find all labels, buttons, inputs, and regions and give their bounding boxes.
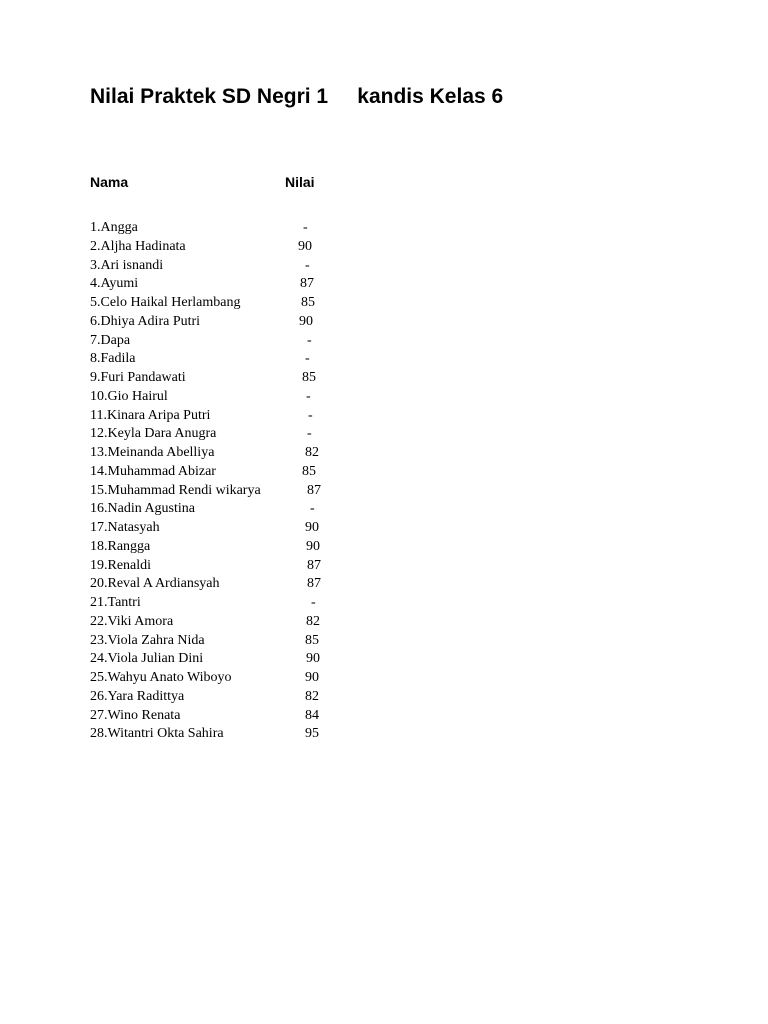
list-item xyxy=(90,725,350,744)
student-score: 90 xyxy=(299,313,313,329)
student-score: 87 xyxy=(300,276,314,292)
student-score: 85 xyxy=(301,295,315,310)
student-score: 90 xyxy=(306,651,320,667)
student-name: 6.Dhiya Adira Putri xyxy=(90,313,201,329)
list-item xyxy=(90,482,350,501)
list-item xyxy=(90,388,350,407)
list-item xyxy=(90,332,350,351)
student-score: - xyxy=(303,220,308,235)
page-title: Nilai Praktek SD Negri 1 kandis Kelas 6 xyxy=(90,85,504,108)
student-score: - xyxy=(305,257,310,273)
list-item xyxy=(90,650,350,669)
student-score: - xyxy=(306,388,311,404)
list-item xyxy=(90,238,350,257)
student-score: 82 xyxy=(305,688,319,704)
student-score: 82 xyxy=(306,613,320,629)
student-name: 1.Angga xyxy=(90,220,138,235)
student-name: 16.Nadin Agustina xyxy=(90,501,195,517)
list-item xyxy=(90,275,350,294)
list-item xyxy=(90,594,350,613)
student-score: 84 xyxy=(305,707,319,723)
student-score: 90 xyxy=(298,238,312,254)
student-score: - xyxy=(311,595,316,610)
student-name: 4.Ayumi xyxy=(90,276,139,292)
list-item xyxy=(90,500,350,519)
list-item xyxy=(90,425,350,444)
student-score: 95 xyxy=(305,726,319,742)
student-name: 22.Viki Amora xyxy=(90,613,174,629)
student-score: 87 xyxy=(307,557,321,573)
list-item xyxy=(90,313,350,332)
student-name: 17.Natasyah xyxy=(90,520,160,535)
student-score: - xyxy=(307,426,312,442)
list-item xyxy=(90,407,350,426)
student-name: 10.Gio Hairul xyxy=(90,388,168,404)
student-score: 90 xyxy=(305,520,319,535)
student-score: 87 xyxy=(307,482,321,498)
student-score: 87 xyxy=(307,576,321,592)
student-name: 5.Celo Haikal Herlambang xyxy=(90,295,241,310)
student-score-list xyxy=(90,219,350,744)
list-item xyxy=(90,257,350,276)
list-item xyxy=(90,463,350,482)
student-score: 85 xyxy=(302,370,316,385)
list-item xyxy=(90,294,350,313)
student-name: 14.Muhammad Abizar xyxy=(90,463,216,479)
column-header-name: Nama xyxy=(90,174,129,190)
student-name: 8.Fadila xyxy=(90,351,136,367)
student-name: 3.Ari isnandi xyxy=(90,257,164,273)
list-item xyxy=(90,519,350,538)
student-name: 21.Tantri xyxy=(90,595,141,610)
list-item xyxy=(90,557,350,576)
student-name: 24.Viola Julian Dini xyxy=(90,651,204,667)
student-name: 13.Meinanda Abelliya xyxy=(90,445,215,460)
student-score: 90 xyxy=(306,538,320,554)
list-item xyxy=(90,688,350,707)
student-name: 19.Renaldi xyxy=(90,557,152,573)
list-item xyxy=(90,707,350,726)
student-name: 11.Kinara Aripa Putri xyxy=(90,407,211,423)
student-name: 15.Muhammad Rendi wikarya xyxy=(90,482,261,498)
student-name: 26.Yara Radittya xyxy=(90,688,185,704)
student-name: 20.Reval A Ardiansyah xyxy=(90,576,220,592)
list-item xyxy=(90,632,350,651)
student-name: 2.Aljha Hadinata xyxy=(90,238,186,254)
student-name: 18.Rangga xyxy=(90,538,151,554)
student-score: - xyxy=(308,407,313,423)
student-name: 7.Dapa xyxy=(90,332,131,348)
list-item xyxy=(90,538,350,557)
student-name: 28.Witantri Okta Sahira xyxy=(90,726,224,742)
list-item xyxy=(90,369,350,388)
student-score: - xyxy=(307,332,312,348)
list-item xyxy=(90,575,350,594)
student-name: 23.Viola Zahra Nida xyxy=(90,632,205,648)
student-score: 85 xyxy=(302,463,316,479)
list-item xyxy=(90,350,350,369)
column-header-score: Nilai xyxy=(285,174,315,190)
student-name: 9.Furi Pandawati xyxy=(90,370,186,385)
student-score: 85 xyxy=(305,632,319,648)
student-name: 12.Keyla Dara Anugra xyxy=(90,426,217,442)
student-score: 90 xyxy=(305,670,319,685)
student-score: - xyxy=(310,501,315,517)
list-item xyxy=(90,444,350,463)
student-score: - xyxy=(305,351,310,367)
list-item xyxy=(90,613,350,632)
student-name: 27.Wino Renata xyxy=(90,707,181,723)
student-name: 25.Wahyu Anato Wiboyo xyxy=(90,670,232,685)
list-item xyxy=(90,669,350,688)
list-item xyxy=(90,219,350,238)
student-score: 82 xyxy=(305,445,319,460)
